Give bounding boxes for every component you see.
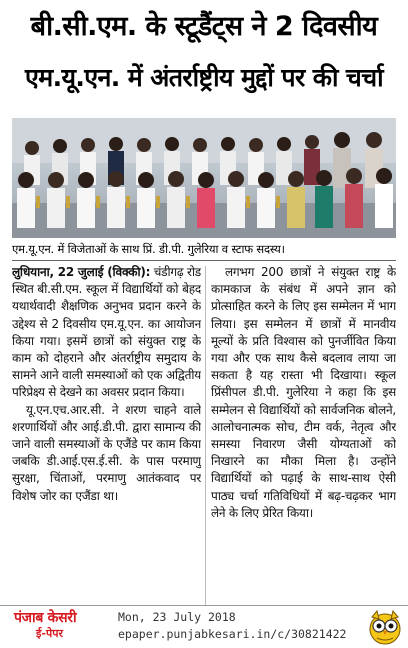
dateline: लुधियाना, 22 जुलाई (विक्की):: [12, 265, 151, 279]
article-column-left: [12, 264, 201, 610]
edition-date: Mon, 23 July 2018: [118, 610, 236, 624]
owl-mascot-icon: [368, 609, 402, 645]
article-paragraph-text: चंडीगढ़ रोड स्थित बी.सी.एम. स्कूल में विद्यार्थियों को बेहद यथार्थवादी शैक्षणिक अनुभव प्रदान करने के उद्देश्य से 2 दिवसीय एम.यू.एन. का आयोजन किया गया। इसमें छात्रों को संयुक्त राष्ट्र के काम को दोहराने और अंतर्राष्ट्रीय समुदाय के सामने आने वाली समस्याओं को एक अद्वितीय परिप्रेक्ष्य से देखने का अवसर प्रदान किया।: [12, 265, 201, 400]
epaper-label: ई-पेपर: [36, 627, 63, 640]
column-divider: [205, 266, 206, 606]
headline-line-1: बी.सी.एम. के स्टूडैंट्स ने 2 दिवसीय: [30, 11, 378, 42]
photo-caption: एम.यू.एन. में विजेताओं के साथ प्रिं. डी.पी. गुलेरिया व स्टाफ सदस्य।: [12, 242, 285, 256]
headline-line-2: एम.यू.एन. में अंतर्राष्ट्रीय मुद्दों पर की चर्चा: [25, 63, 383, 92]
article-paragraph: लगभग 200 छात्रों ने संयुक्त राष्ट्र के कामकाज के संबंध में अपने ज्ञान को प्रोत्साहित करने के लिए इस सम्मेलन में भाग लिया। इस सम्मेलन में छात्रों में मानवीय मूल्यों के प्रति विश्वास को पुनर्जीवित किया गया और एक साथ कैसे बदलाव लाया जा सकता है यह रास्ता भी दिखाया। स्कूल प्रिंसीपल डी.पी. गुलेरिया ने कहा कि इस सम्मेलन से विद्यार्थियों को सार्वजनिक बोलने, आलोचनात्मक सोच, टीम वर्क, नेतृत्व और समस्या निवारण जैसी योग्यताओं को निखारने का मौका मिला है। उन्होंने विद्यार्थियों को पढ़ाई के साथ-साथ ऐसी पाठ्य चर्चा गतिविधियों में बढ़-चढ़कर भाग लेने के लिए प्रेरित किया।: [211, 265, 396, 520]
article-column-right: [211, 264, 396, 610]
article-url[interactable]: epaper.punjabkesari.in/c/30821422: [118, 627, 347, 641]
publication-logo[interactable]: पंजाब केसरी: [14, 610, 77, 626]
article-paragraph: [12, 264, 201, 402]
caption-divider: [12, 260, 396, 261]
epaper-footer: [0, 605, 408, 648]
group-photo: [12, 118, 396, 238]
article-paragraph: यू.एन.एच.आर.सी. ने शरण चाहने वाले शरणार्थियों और आई.डी.पी. द्वारा सामान्य की जाने वाली समस्याओं के एजैंडे पर काम किया जबकि डी.आई.एस.ई.सी. के पास परमाणु सुरक्षा, चिंताओं, परमाणु आतंकवाद पर विशेष जोर का एजैंडा था।: [12, 402, 201, 503]
